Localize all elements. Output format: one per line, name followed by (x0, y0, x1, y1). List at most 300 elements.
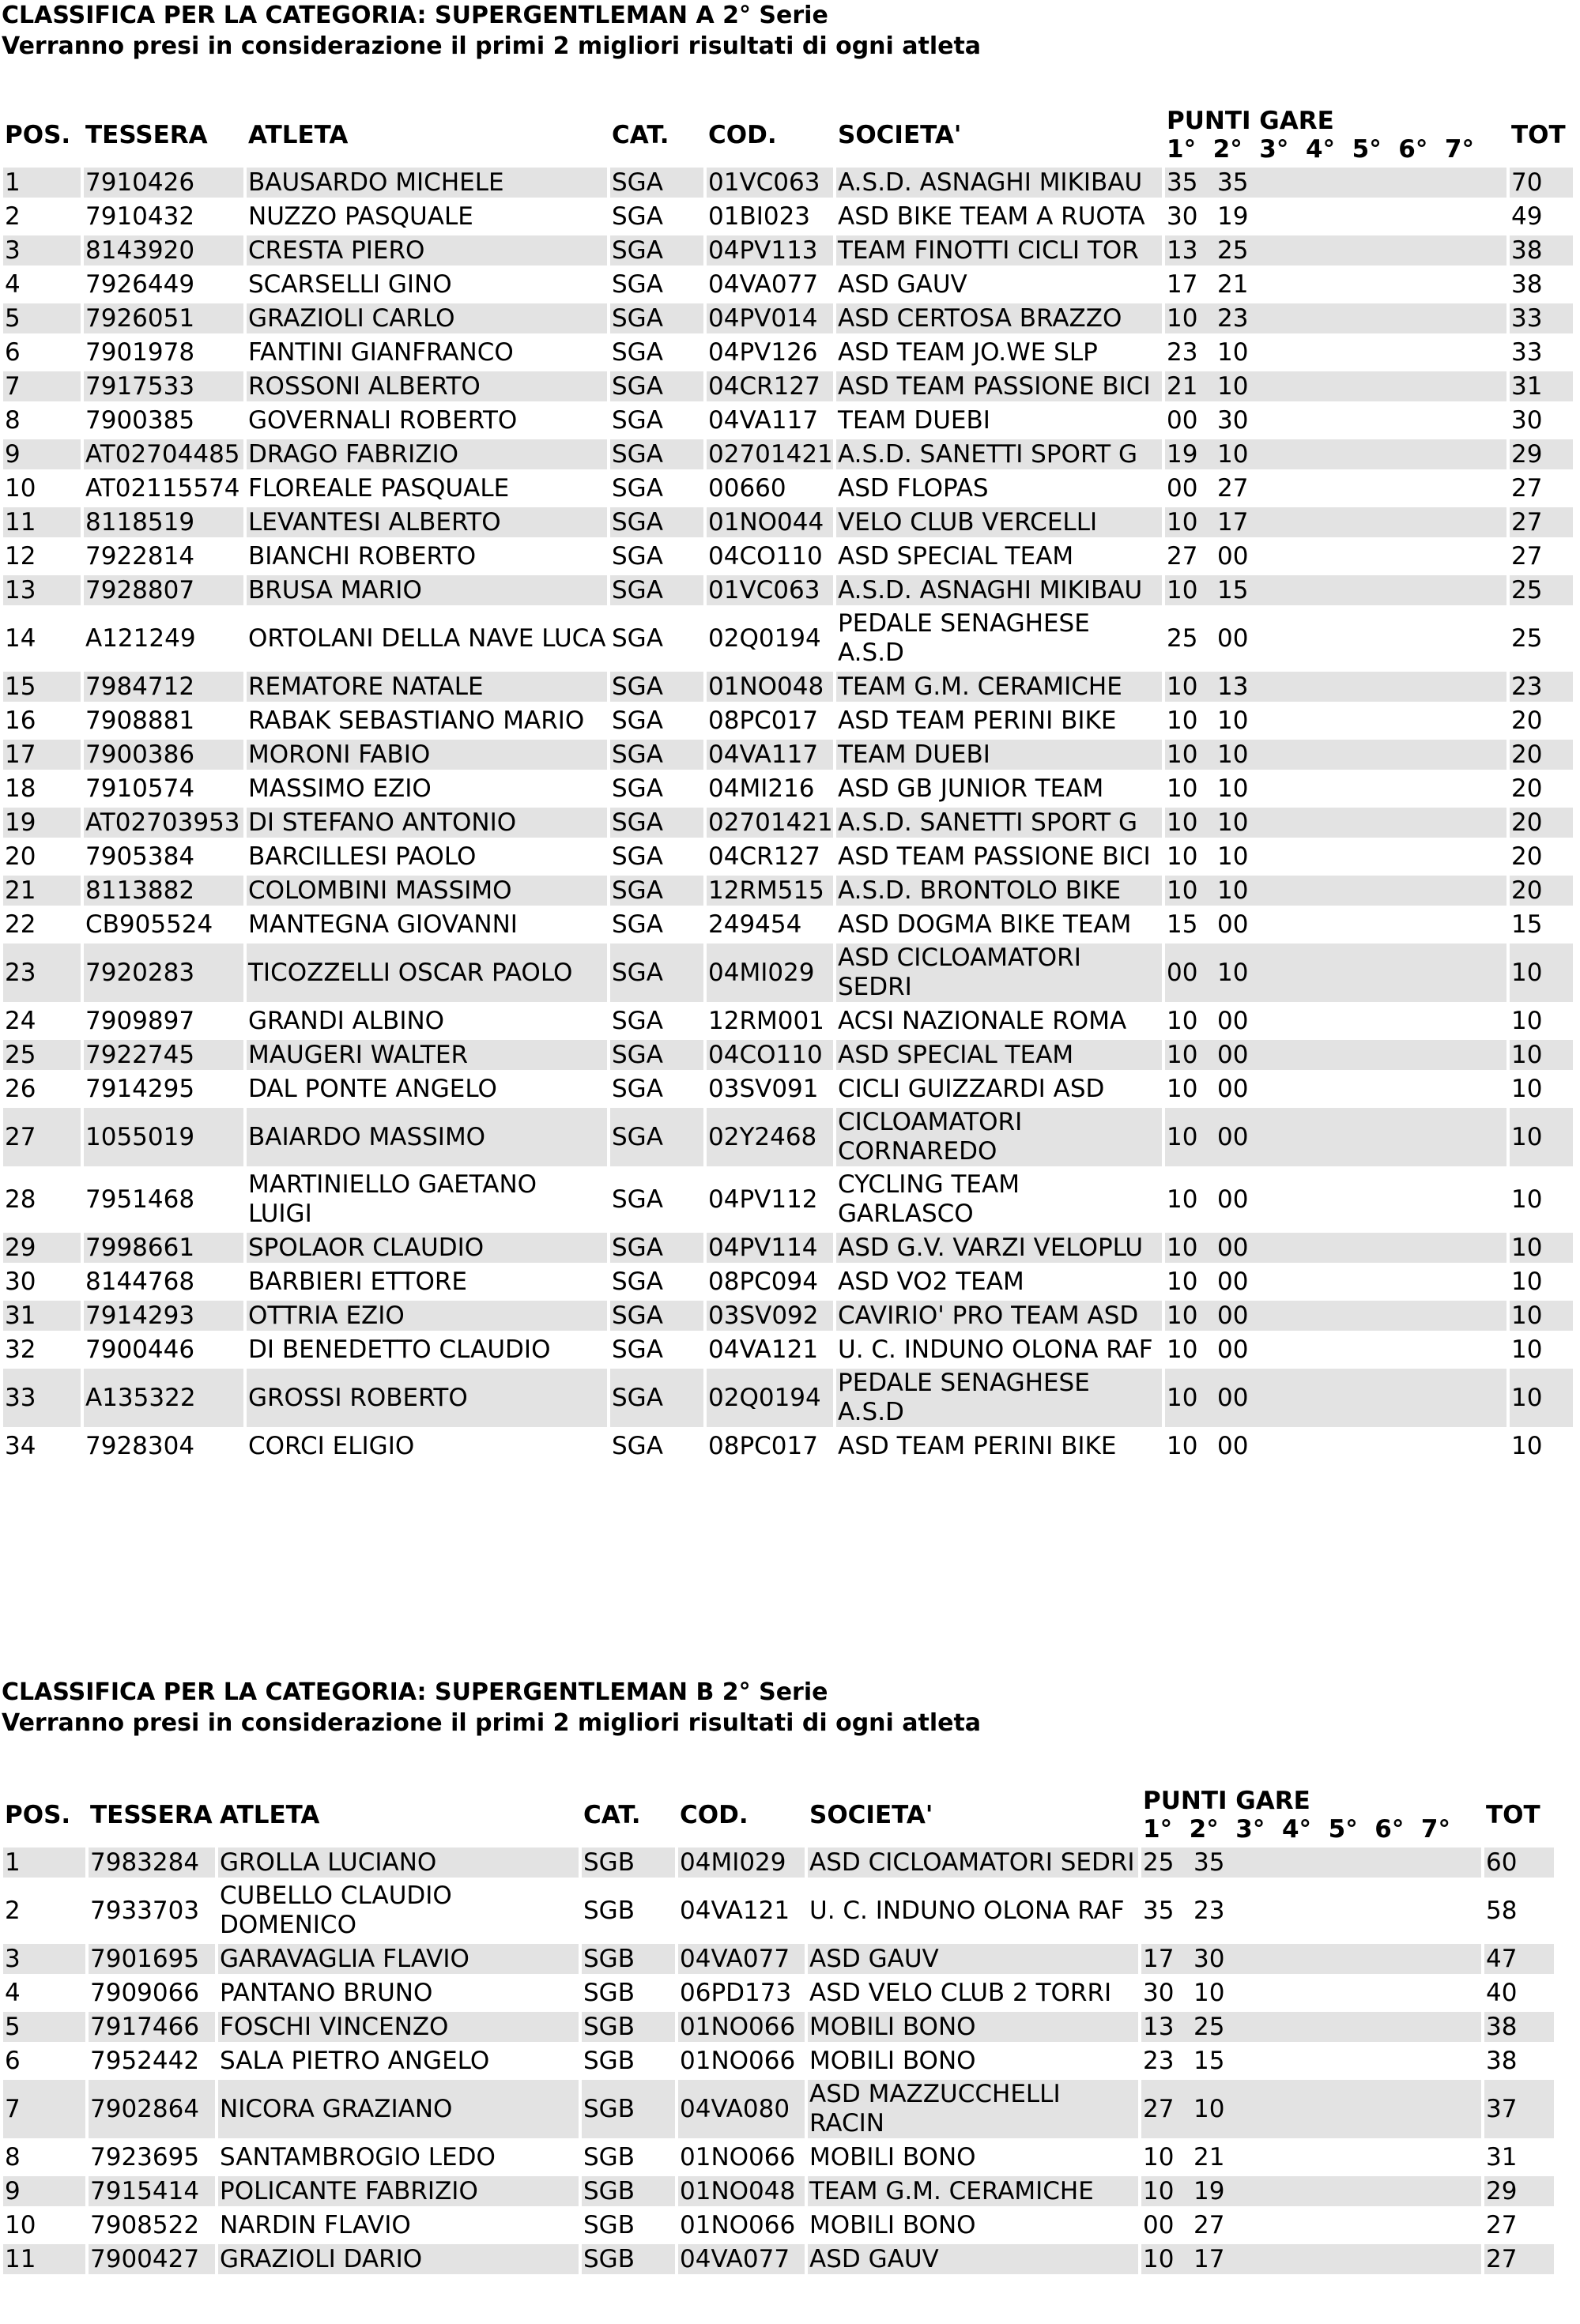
table-body (3, 1848, 1554, 2274)
cell-pos: 1 (3, 1848, 85, 1878)
cell-atleta: MAUGERI WALTER (247, 1040, 607, 1070)
cell-societa: CICLOAMATORI CORNAREDO (836, 1108, 1162, 1166)
cell-cod: 04VA117 (707, 405, 833, 435)
table-row (3, 740, 1573, 770)
table-row (3, 1431, 1573, 1461)
cell-cod: 04PV126 (707, 337, 833, 367)
cell-punti (1141, 1881, 1481, 1940)
cell-tot: 27 (1484, 2210, 1554, 2240)
cell-gara-1: 10 (1167, 842, 1198, 871)
cell-societa: ASD GAUV (808, 1944, 1138, 1974)
table-row (3, 706, 1573, 736)
cell-cod: 01NO048 (707, 672, 833, 702)
cell-cat: SGB (582, 2176, 675, 2206)
table-row (3, 2176, 1554, 2206)
cell-atleta: BIANCHI ROBERTO (247, 541, 607, 571)
cell-gara-2: 21 (1217, 270, 1249, 299)
table-header-row (3, 1787, 1554, 1844)
cell-atleta: ROSSONI ALBERTO (247, 371, 607, 401)
cell-cod: 01NO066 (678, 2012, 805, 2042)
table-row (3, 405, 1573, 435)
table-row (3, 2080, 1554, 2138)
cell-cat: SGB (582, 1881, 675, 1940)
cell-punti (1165, 1267, 1506, 1297)
header-tot: TOT (1486, 1801, 1540, 1829)
cell-punti (1165, 672, 1506, 702)
cell-atleta: BARCILLESI PAOLO (247, 842, 607, 872)
cell-cat: SGA (610, 473, 703, 503)
cell-cod: 249454 (707, 910, 833, 940)
cell-atleta: GROSSI ROBERTO (247, 1369, 607, 1427)
cell-tessera: 7917533 (84, 371, 243, 401)
cell-tessera: 7933703 (89, 1881, 215, 1940)
cell-cod: 04VA080 (678, 2080, 805, 2138)
cell-tot: 20 (1510, 740, 1573, 770)
cell-atleta: SCARSELLI GINO (247, 269, 607, 299)
cell-pos: 24 (3, 1006, 81, 1036)
cell-tessera: 7998661 (84, 1233, 243, 1263)
header-cat: CAT. (583, 1801, 641, 1829)
cell-gara-2: 00 (1217, 1123, 1249, 1151)
cell-cod: 04CO110 (707, 1040, 833, 1070)
cell-gara-1: 35 (1167, 168, 1198, 197)
cell-pos: 23 (3, 944, 81, 1002)
cell-pos: 30 (3, 1267, 81, 1297)
cell-cat: SGB (582, 2012, 675, 2042)
cell-gara-2: 30 (1217, 406, 1249, 435)
cell-cod: 04VA077 (707, 269, 833, 299)
cell-cod: 01NO066 (678, 2046, 805, 2076)
cell-atleta: FOSCHI VINCENZO (218, 2012, 579, 2042)
header-pos: POS. (5, 121, 71, 149)
cell-atleta: BAUSARDO MICHELE (247, 168, 607, 198)
cell-societa: ASD G.V. VARZI VELOPLU (836, 1233, 1162, 1263)
table-row (3, 1881, 1554, 1940)
cell-atleta: MASSIMO EZIO (247, 774, 607, 804)
cell-cat: SGA (610, 405, 703, 435)
cell-punti (1165, 1233, 1506, 1263)
cell-societa: ASD VELO CLUB 2 TORRI (808, 1978, 1138, 2008)
cell-gara-1: 23 (1143, 2047, 1175, 2075)
cell-pos: 17 (3, 740, 81, 770)
cell-cod: 00660 (707, 473, 833, 503)
cell-atleta: TICOZZELLI OSCAR PAOLO (247, 944, 607, 1002)
cell-punti (1165, 1369, 1506, 1427)
cell-cod: 04CO110 (707, 541, 833, 571)
cell-tot: 20 (1510, 774, 1573, 804)
cell-tot: 25 (1510, 609, 1573, 668)
cell-gara-1: 10 (1167, 706, 1198, 735)
cell-cod: 01VC063 (707, 575, 833, 605)
cell-societa: PEDALE SENAGHESE A.S.D (836, 1369, 1162, 1427)
cell-cat: SGA (610, 1170, 703, 1229)
cell-atleta: CRESTA PIERO (247, 235, 607, 266)
cell-tessera: AT02703953 (84, 808, 243, 838)
cell-cod: 12RM001 (707, 1006, 833, 1036)
table-row (3, 672, 1573, 702)
cell-tessera: 7926051 (84, 303, 243, 333)
cell-tessera: 7917466 (89, 2012, 215, 2042)
cell-cat: SGA (610, 1267, 703, 1297)
cell-cod: 04MI029 (678, 1848, 805, 1878)
header-societa: SOCIETA' (838, 121, 962, 149)
header-tessera: TESSERA (90, 1801, 213, 1829)
cell-gara-1: 21 (1167, 372, 1198, 401)
cell-gara-2: 00 (1217, 1234, 1249, 1262)
cell-gara-2: 30 (1193, 1945, 1225, 1973)
cell-gara-2: 10 (1217, 740, 1249, 769)
cell-punti (1165, 1335, 1506, 1365)
cell-gara-2: 00 (1217, 1041, 1249, 1069)
cell-cod: 04VA121 (678, 1881, 805, 1940)
cell-punti (1165, 439, 1506, 469)
cell-pos: 27 (3, 1108, 81, 1166)
cell-punti (1165, 202, 1506, 232)
cell-societa: ASD GAUV (836, 269, 1162, 299)
cell-gara-1: 10 (1167, 1432, 1198, 1460)
cell-cat: SGB (582, 2046, 675, 2076)
cell-gara-1: 27 (1143, 2095, 1175, 2123)
cell-tessera: AT02115574 (84, 473, 243, 503)
cell-pos: 5 (3, 303, 81, 333)
section-supergentleman-b (0, 1677, 1580, 2273)
cell-societa: ASD DOGMA BIKE TEAM (836, 910, 1162, 940)
cell-cod: 08PC017 (707, 1431, 833, 1461)
cell-atleta: GARAVAGLIA FLAVIO (218, 1944, 579, 1974)
cell-pos: 3 (3, 235, 81, 266)
cell-cod: 04VA077 (678, 2244, 805, 2274)
cell-tot: 38 (1510, 269, 1573, 299)
cell-cat: SGB (582, 2142, 675, 2172)
cell-societa: TEAM DUEBI (836, 405, 1162, 435)
cell-societa: VELO CLUB VERCELLI (836, 507, 1162, 537)
cell-cat: SGA (610, 842, 703, 872)
cell-gara-2: 13 (1217, 672, 1249, 701)
cell-tot: 10 (1510, 1074, 1573, 1104)
cell-tessera: CB905524 (84, 910, 243, 940)
cell-cat: SGA (610, 371, 703, 401)
cell-cat: SGA (610, 269, 703, 299)
cell-cod: 01NO066 (678, 2142, 805, 2172)
cell-gara-1: 10 (1167, 508, 1198, 537)
cell-punti (1165, 1006, 1506, 1036)
cell-atleta: REMATORE NATALE (247, 672, 607, 702)
cell-tessera: 7910574 (84, 774, 243, 804)
cell-pos: 1 (3, 168, 81, 198)
cell-tessera: 7902864 (89, 2080, 215, 2138)
cell-pos: 8 (3, 2142, 85, 2172)
cell-atleta: FANTINI GIANFRANCO (247, 337, 607, 367)
cell-gara-1: 00 (1143, 2211, 1175, 2239)
cell-cod: 01NO066 (678, 2210, 805, 2240)
cell-pos: 22 (3, 910, 81, 940)
cell-punti (1165, 269, 1506, 299)
cell-societa: ASD GB JUNIOR TEAM (836, 774, 1162, 804)
cell-tessera: 7908522 (89, 2210, 215, 2240)
cell-societa: A.S.D. ASNAGHI MIKIBAU (836, 168, 1162, 198)
cell-atleta: SALA PIETRO ANGELO (218, 2046, 579, 2076)
cell-punti (1141, 2080, 1481, 2138)
table-body (3, 168, 1573, 1461)
cell-atleta: FLOREALE PASQUALE (247, 473, 607, 503)
cell-tessera: 7952442 (89, 2046, 215, 2076)
cell-punti (1165, 575, 1506, 605)
cell-atleta: CUBELLO CLAUDIO DOMENICO (218, 1881, 579, 1940)
header-tot: TOT (1511, 121, 1566, 149)
cell-tessera: 7984712 (84, 672, 243, 702)
cell-pos: 20 (3, 842, 81, 872)
table-row (3, 168, 1573, 198)
cell-tot: 25 (1510, 575, 1573, 605)
cell-societa: ASD CERTOSA BRAZZO (836, 303, 1162, 333)
cell-pos: 16 (3, 706, 81, 736)
cell-tessera: 7910432 (84, 202, 243, 232)
cell-tot: 29 (1510, 439, 1573, 469)
table-row (3, 2046, 1554, 2076)
cell-pos: 11 (3, 2244, 85, 2274)
cell-cat: SGA (610, 910, 703, 940)
table-row (3, 1170, 1573, 1229)
cell-gara-1: 10 (1167, 1123, 1198, 1151)
cell-tot: 27 (1510, 507, 1573, 537)
cell-punti (1141, 1848, 1481, 1878)
cell-pos: 13 (3, 575, 81, 605)
cell-pos: 11 (3, 507, 81, 537)
cell-punti (1165, 1301, 1506, 1331)
table-row (3, 439, 1573, 469)
cell-tot: 10 (1510, 1267, 1573, 1297)
cell-tot: 10 (1510, 1369, 1573, 1427)
cell-cat: SGB (582, 1978, 675, 2008)
cell-gara-2: 23 (1193, 1896, 1225, 1925)
cell-cat: SGA (610, 1369, 703, 1427)
cell-gara-1: 13 (1143, 2013, 1175, 2041)
cell-tessera: AT02704485 (84, 439, 243, 469)
table-row (3, 944, 1573, 1002)
cell-cat: SGB (582, 2080, 675, 2138)
table-row (3, 473, 1573, 503)
cell-tot: 27 (1510, 541, 1573, 571)
cell-gara-1: 10 (1167, 1007, 1198, 1035)
cell-atleta: GROLLA LUCIANO (218, 1848, 579, 1878)
cell-atleta: DRAGO FABRIZIO (247, 439, 607, 469)
table-row (3, 269, 1573, 299)
cell-atleta: BAIARDO MASSIMO (247, 1108, 607, 1166)
table-row (3, 609, 1573, 668)
cell-gara-2: 10 (1193, 1979, 1225, 2007)
cell-punti (1165, 405, 1506, 435)
cell-punti (1165, 235, 1506, 266)
cell-punti (1141, 2142, 1481, 2172)
cell-atleta: DAL PONTE ANGELO (247, 1074, 607, 1104)
cell-pos: 34 (3, 1431, 81, 1461)
cell-gara-2: 00 (1217, 624, 1249, 653)
cell-gara-1: 30 (1143, 1979, 1175, 2007)
cell-gara-1: 25 (1167, 624, 1198, 653)
cell-societa: MOBILI BONO (808, 2012, 1138, 2042)
cell-punti (1165, 371, 1506, 401)
cell-societa: A.S.D. SANETTI SPORT G (836, 808, 1162, 838)
cell-cat: SGA (610, 235, 703, 266)
cell-cat: SGA (610, 439, 703, 469)
cell-gara-2: 00 (1217, 542, 1249, 571)
cell-pos: 4 (3, 1978, 85, 2008)
cell-cod: 04PV113 (707, 235, 833, 266)
cell-cat: SGA (610, 202, 703, 232)
cell-gara-1: 10 (1167, 808, 1198, 837)
cell-gara-1: 10 (1167, 740, 1198, 769)
cell-gara-2: 10 (1217, 876, 1249, 905)
cell-pos: 29 (3, 1233, 81, 1263)
cell-tessera: 7900386 (84, 740, 243, 770)
cell-pos: 6 (3, 337, 81, 367)
cell-pos: 4 (3, 269, 81, 299)
cell-gara-1: 10 (1167, 774, 1198, 803)
cell-tot: 70 (1510, 168, 1573, 198)
cell-pos: 19 (3, 808, 81, 838)
table-row (3, 1040, 1573, 1070)
cell-punti (1165, 1170, 1506, 1229)
cell-gara-1: 10 (1167, 1234, 1198, 1262)
cell-atleta: GRANDI ALBINO (247, 1006, 607, 1036)
cell-pos: 10 (3, 2210, 85, 2240)
cell-societa: MOBILI BONO (808, 2142, 1138, 2172)
cell-punti (1141, 2046, 1481, 2076)
table-row (3, 1233, 1573, 1263)
cell-cod: 08PC094 (707, 1267, 833, 1297)
cell-punti (1165, 168, 1506, 198)
cell-cat: SGA (610, 774, 703, 804)
cell-atleta: NICORA GRAZIANO (218, 2080, 579, 2138)
cell-tessera: 7920283 (84, 944, 243, 1002)
cell-cat: SGA (610, 706, 703, 736)
cell-tessera: 8143920 (84, 235, 243, 266)
cell-gara-1: 10 (1167, 1075, 1198, 1103)
cell-gara-2: 10 (1217, 338, 1249, 367)
cell-punti (1165, 876, 1506, 906)
cell-pos: 25 (3, 1040, 81, 1070)
cell-pos: 15 (3, 672, 81, 702)
cell-tot: 10 (1510, 1431, 1573, 1461)
cell-gara-2: 27 (1193, 2211, 1225, 2239)
cell-cat: SGA (610, 944, 703, 1002)
cell-atleta: RABAK SEBASTIANO MARIO (247, 706, 607, 736)
cell-punti (1165, 944, 1506, 1002)
cell-tessera: 8113882 (84, 876, 243, 906)
cell-societa: ASD TEAM JO.WE SLP (836, 337, 1162, 367)
cell-societa: ASD MAZZUCCHELLI RACIN (808, 2080, 1138, 2138)
cell-pos: 33 (3, 1369, 81, 1427)
cell-atleta: DI BENEDETTO CLAUDIO (247, 1335, 607, 1365)
table-row (3, 1267, 1573, 1297)
cell-atleta: ORTOLANI DELLA NAVE LUCA (247, 609, 607, 668)
cell-cod: 01VC063 (707, 168, 833, 198)
cell-societa: U. C. INDUNO OLONA RAF (808, 1881, 1138, 1940)
table-row (3, 774, 1573, 804)
cell-pos: 2 (3, 202, 81, 232)
cell-tot: 10 (1510, 1233, 1573, 1263)
cell-punti (1141, 2210, 1481, 2240)
cell-atleta: NARDIN FLAVIO (218, 2210, 579, 2240)
cell-societa: ASD TEAM PASSIONE BICI (836, 842, 1162, 872)
header-tessera: TESSERA (85, 121, 208, 149)
table-row (3, 2142, 1554, 2172)
cell-gara-2: 10 (1217, 808, 1249, 837)
section-title: CLASSIFICA PER LA CATEGORIA: SUPERGENTLEMAN B 2° Serie (2, 1678, 828, 1706)
cell-societa: ASD TEAM PERINI BIKE (836, 1431, 1162, 1461)
cell-pos: 3 (3, 1944, 85, 1974)
table-row (3, 1944, 1554, 1974)
cell-gara-1: 10 (1143, 2177, 1175, 2205)
table-row (3, 1978, 1554, 2008)
cell-tessera: 7909066 (89, 1978, 215, 2008)
cell-cod: 04VA121 (707, 1335, 833, 1365)
cell-cod: 02701421 (708, 440, 833, 469)
cell-cat: SGA (610, 609, 703, 668)
table-row (3, 876, 1573, 906)
cell-cod: 02Q0194 (707, 609, 833, 668)
cell-gara-1: 10 (1167, 1335, 1198, 1364)
cell-gara-2: 21 (1193, 2143, 1225, 2171)
cell-cat: SGA (610, 575, 703, 605)
cell-pos: 18 (3, 774, 81, 804)
cell-gara-2: 19 (1193, 2177, 1225, 2205)
cell-tessera: 7901695 (89, 1944, 215, 1974)
cell-atleta: OTTRIA EZIO (247, 1301, 607, 1331)
cell-societa: TEAM DUEBI (836, 740, 1162, 770)
cell-gara-2: 19 (1217, 202, 1249, 231)
table-row (3, 1335, 1573, 1365)
cell-tessera: 7928807 (84, 575, 243, 605)
cell-gara-2: 00 (1217, 1432, 1249, 1460)
cell-gara-1: 15 (1167, 910, 1198, 939)
table-header-row (3, 107, 1573, 164)
cell-gara-1: 17 (1167, 270, 1198, 299)
cell-atleta: BRUSA MARIO (247, 575, 607, 605)
cell-tot: 38 (1484, 2046, 1554, 2076)
cell-cat: SGA (610, 1301, 703, 1331)
cell-pos: 9 (3, 439, 81, 469)
cell-tot: 10 (1510, 1170, 1573, 1229)
table-row (3, 1074, 1573, 1104)
cell-tot: 30 (1510, 405, 1573, 435)
cell-atleta: POLICANTE FABRIZIO (218, 2176, 579, 2206)
cell-gara-2: 00 (1217, 1384, 1249, 1412)
cell-societa: ASD SPECIAL TEAM (836, 541, 1162, 571)
cell-tot: 27 (1484, 2244, 1554, 2274)
cell-punti (1165, 473, 1506, 503)
cell-punti (1141, 1978, 1481, 2008)
cell-gara-1: 10 (1167, 1267, 1198, 1296)
section-title: CLASSIFICA PER LA CATEGORIA: SUPERGENTLEMAN A 2° Serie (2, 2, 828, 29)
cell-cod: 08PC017 (707, 706, 833, 736)
cell-tot: 23 (1510, 672, 1573, 702)
cell-atleta: BARBIERI ETTORE (247, 1267, 607, 1297)
cell-atleta: DI STEFANO ANTONIO (247, 808, 607, 838)
cell-societa: CAVIRIO' PRO TEAM ASD (836, 1301, 1162, 1331)
cell-tot: 31 (1484, 2142, 1554, 2172)
cell-punti (1165, 1074, 1506, 1104)
table-row (3, 842, 1573, 872)
cell-societa: ASD CICLOAMATORI SEDRI (808, 1848, 1138, 1878)
table-row (3, 1369, 1573, 1427)
cell-cat: SGA (610, 1040, 703, 1070)
cell-cod: 04CR127 (707, 371, 833, 401)
cell-gara-1: 30 (1167, 202, 1198, 231)
cell-pos: 21 (3, 876, 81, 906)
cell-gara-1: 10 (1143, 2143, 1175, 2171)
cell-cod: 02Y2468 (707, 1108, 833, 1166)
